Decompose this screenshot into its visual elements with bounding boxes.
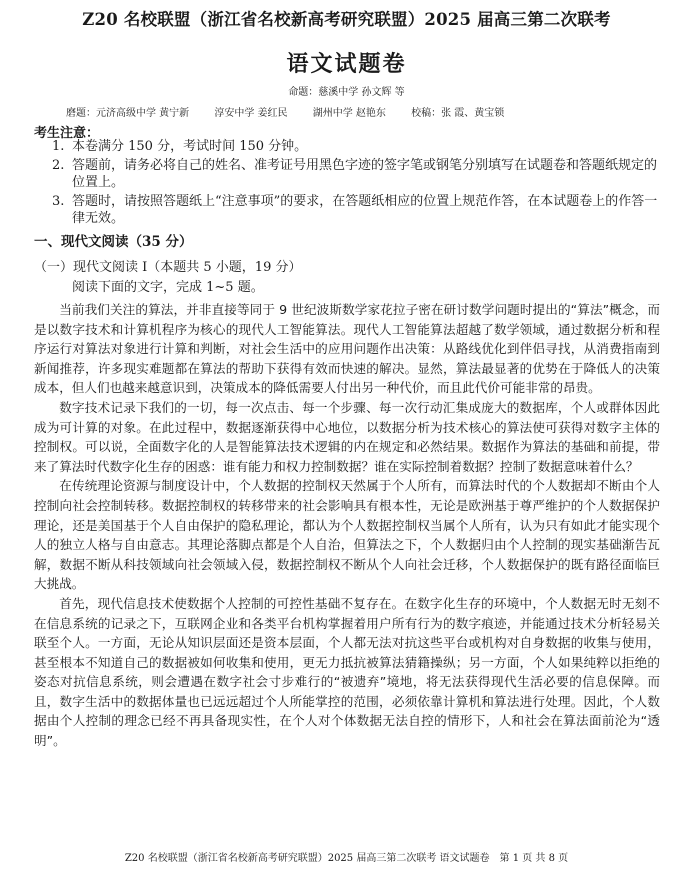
passage-paragraph: 在传统理论资源与制度设计中，个人数据的控制权天然属于个人所有，而算法时代的个人数据却不断由个人控制向社会控制转移。数据控制权的转移带来的社会影响具有根本性，无论是欧洲基于尊严维护的个人数据保护理论，还是美国基于个人自由保护的隐私理论，都认为个人数据控制权当属个人所有，认为只有如此才能实现个人的独立人格与自由意志。其理论落脚点都是个人自治，但算法之下，个人数据归由个人控制的现实基础渐告瓦解，数据不断从科技领域向社会领域入侵，数据控制权不断从个人向社会迁移，个人数据保护的既有路径面临巨大挑战。 (34, 478, 660, 592)
notice-item-number: 2. (52, 158, 65, 173)
reviewers-line (66, 104, 666, 119)
proposer-line: 命题：慈溪中学 孙文辉 等 (288, 87, 405, 98)
passage-paragraph: 当前我们关注的算法，并非直接等同于 9 世纪波斯数学家花拉子密在研讨数学问题时提出的“算法”概念，而是以数字技术和计算机程序为核心的现代人工智能算法。现代人工智能算法超越了数学领域，通过数据分析和程序运行对算法对象进行计算和判断，对社会生活中的应用问题作出决策：从路线优化到伴侣寻找，从消费指南到新闻推荐，许多现实难题都在算法的帮助下获得有效而快速的解决。显然，算法最显著的优势在于降低人的决策成本，但人们也越来越意识到，决策成本的降低需要人付出另一种代价，而且此代价可能非常的昂贵。 (34, 302, 660, 396)
notice-item-text: 本卷满分 150 分，考试时间 150 分钟。 (72, 139, 308, 154)
notice-item-text: 答题时，请按照答题纸上“注意事项”的要求，在答题纸相应的位置上规范作答，在本试题卷上的作答一律无效。 (72, 194, 658, 226)
notice-item (52, 157, 664, 191)
notice-item-number: 1. (52, 139, 65, 154)
notice-item-text: 答题前，请务必将自己的姓名、准考证号用黑色字迹的签字笔或钢笔分别填写在试题卷和答题纸规定的位置上。 (72, 158, 658, 190)
reading-instruction: 阅读下面的文字，完成 1~5 题。 (72, 280, 264, 295)
subject-title: 语文试题卷 (286, 51, 407, 77)
exam-header-title: Z20 名校联盟（浙江省名校新高考研究联盟）2025 届高三第二次联考 (82, 10, 611, 29)
notice-item (52, 193, 664, 227)
notice-item-number: 3. (52, 194, 65, 209)
notice-list (52, 138, 664, 229)
reviewer-1: 磨题：元济高级中学 黄宁新 (66, 108, 190, 119)
passage-paragraph: 首先，现代信息技术使数据个人控制的可控性基础不复存在。在数字化生存的环境中，个人数据无时无刻不在信息系统的记录之下，互联网企业和各类平台机构掌握着用户所有行为的数字痕迹，并能通过技术分析轻易关联至个人。一方面，无论从知识层面还是资本层面，个人都无法对抗这些平台或机构对自身数据的收集与使用，甚至根本不知道自己的数据被如何收集和使用，更无力抵抗被算法猜籍操纵；另一方面，个人如果纯粹以拒绝的姿态对抗信息系统，则会遭遇在数字社会寸步难行的“被遗弃”境地，将无法获得现代生活必要的信息保障。而且，数字生活中的数据体量也已远远超过个人所能掌控的范围，必须依靠计算机和算法进行处理。因此，个人数据由个人控制的理念已经不再具备现实性，在个人对个体数据无法自控的情形下，人和社会在算法面前沦为“透明”。 (34, 595, 660, 749)
page-footer: Z20 名校联盟（浙江省名校新高考研究联盟）2025 届高三第二次联考 语文试题卷 第 1 页 共 8 页 (124, 853, 569, 864)
reviewer-3: 湖州中学 赵艳东 (312, 108, 386, 119)
subsection-title: （一）现代文阅读 I（本题共 5 小题，19 分） (34, 260, 302, 275)
notice-title: 考生注意： (34, 126, 100, 141)
notice-item (52, 138, 664, 155)
proofreaders: 校稿：张 霞、黄宝锁 (411, 108, 505, 119)
reading-passage (34, 300, 660, 751)
passage-paragraph: 数字技术记录下我们的一切，每一次点击、每一个步骤、每一次行动汇集成庞大的数据库，个人或群体因此成为可计算的对象。在此过程中，数据逐渐获得中心地位，以数据分析为技术核心的算法使可获得对数字主体的控制权。可以说，全面数字化的人是智能算法技术逻辑的内在规定和必然结果。数据作为算法的基础和前提，带来了算法时代数字化生存的困惑：谁有能力和权力控制数据？谁在实际控制着数据？控制了数据意味着什么？ (34, 399, 660, 474)
section-title: 一、现代文阅读（35 分） (34, 234, 193, 250)
reviewer-2: 淳安中学 姜红民 (214, 108, 288, 119)
